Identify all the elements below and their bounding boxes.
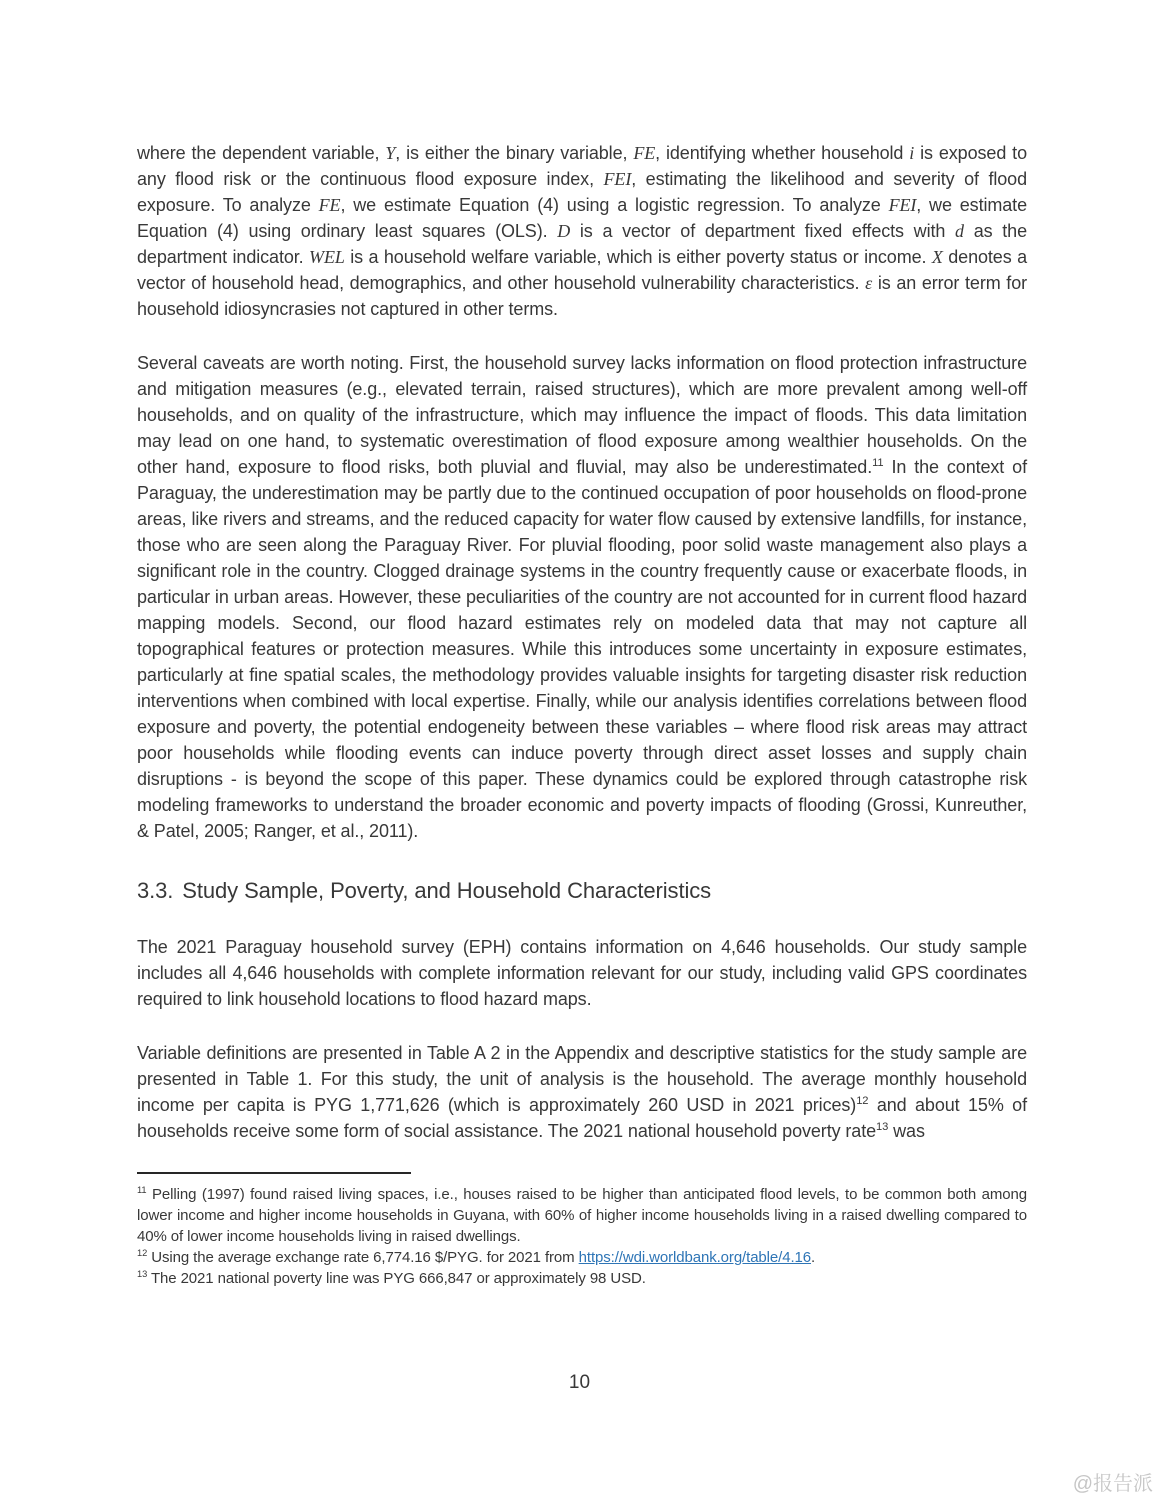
text-segment: . [811, 1249, 816, 1266]
paragraph-caveats [137, 350, 1027, 844]
footnote-divider [137, 1172, 411, 1174]
text-segment: Pelling (1997) found raised living spaces, i.e., houses raised to be higher than anticipated flood levels, to be common both among lower income and higher income households in Guyana, with 60% of higher income households living in a raised dwelling compared to 40% of lower income households living in raised dwellings. [137, 1186, 1027, 1245]
footnote-12 [137, 1247, 1027, 1268]
footnote-marker: 13 [876, 1121, 889, 1133]
text-segment: is a vector of department fixed effects with [570, 221, 956, 241]
paragraph-study-sample [137, 934, 1027, 1012]
text-segment: Several caveats are worth noting. First, the household survey lacks information on flood protection infrastructure and mitigation measures (e.g., elevated terrain, raised structures), which are more prevalent among well-off households, and on quality of the infrastructure, which may influence the impact of floods. This data limitation may lead on one hand, to systematic overestimation of flood exposure among wealthier households. On the other hand, exposure to flood risks, both pluvial and fluvial, may also be underestimated. [137, 353, 1027, 477]
paragraph-model-variables [137, 140, 1027, 322]
hyperlink[interactable]: https://wdi.worldbank.org/table/4.16 [578, 1249, 812, 1266]
page-number: 10 [568, 1372, 591, 1393]
text-segment: Using the average exchange rate 6,774.16 $/PYG. for 2021 from [147, 1249, 579, 1266]
math-variable: FE [633, 143, 656, 163]
text-segment: denotes a vector of household head, demographics, and other household vulnerability characteristics. [137, 247, 1027, 293]
math-variable: FEI [603, 169, 632, 189]
text-segment: , we estimate Equation (4) using ordinary least squares (OLS). [137, 195, 1027, 241]
footnote-marker: 12 [856, 1095, 869, 1107]
text-segment: Variable definitions are presented in Table A 2 in the Appendix and descriptive statistics for the study sample are presented in Table 1. For this study, the unit of analysis is the household. The average monthly household income per capita is PYG 1,771,626 (which is approximately 260 USD in 2021 prices) [137, 1043, 1027, 1115]
text-segment: , is either the binary variable, [395, 143, 634, 163]
math-variable: Y [385, 143, 396, 163]
math-variable: D [557, 221, 571, 241]
section-title: Study Sample, Poverty, and Household Characteristics [182, 878, 712, 903]
watermark: @报告派 [1072, 1473, 1153, 1495]
math-variable: FEI [888, 195, 917, 215]
text-segment: The 2021 Paraguay household survey (EPH) contains information on 4,646 households. Our study sample includes all 4,646 households with complete information relevant for our study, including valid GPS coordinates required to link household locations to flood hazard maps. [137, 937, 1027, 1009]
text-segment: , identifying whether household [655, 143, 910, 163]
text-segment: The 2021 national poverty line was PYG 666,847 or approximately 98 USD. [147, 1270, 646, 1287]
text-segment: is an error term for household idiosyncrasies not captured in other terms. [137, 273, 1027, 319]
footnote-marker: 11 [137, 1185, 147, 1195]
math-variable: ε [865, 273, 873, 293]
math-variable: d [955, 221, 964, 241]
text-segment: and about 15% of households receive some form of social assistance. The 2021 national household poverty rate [137, 1095, 1027, 1141]
text-segment: was [888, 1121, 925, 1141]
text-segment: , estimating the likelihood and severity of flood exposure. To analyze [137, 169, 1028, 215]
paragraph-variable-definitions [137, 1040, 1027, 1144]
text-segment: where the dependent variable, [137, 143, 386, 163]
text-segment: as the department indicator. [137, 221, 1027, 267]
math-variable: i [909, 143, 915, 163]
footnote-marker: 12 [137, 1248, 148, 1258]
footnote-13 [137, 1268, 1027, 1289]
section-heading [137, 878, 1027, 904]
footnote-marker: 13 [137, 1269, 148, 1279]
math-variable: X [931, 247, 943, 267]
text-segment: In the context of Paraguay, the underestimation may be partly due to the continued occupation of poor households on flood-prone areas, like rivers and streams, and the reduced capacity for water flow caused by extensive landfills, for instance, those who are seen along the Paraguay River. For pluvial flooding, poor solid waste management also plays a significant role in the country. Clogged drainage systems in the country frequently cause or exacerbate floods, in particular in urban areas. However, these peculiarities of the country are not accounted for in current flood hazard mapping models. Second, our flood hazard estimates rely on modeled data that may not capture all topographical features or protection measures. While this introduces some uncertainty in exposure estimates, particularly at fine spatial scales, the methodology provides valuable insights for targeting disaster risk reduction interventions when combined with local expertise. Finally, while our analysis identifies correlations between flood exposure and poverty, the potential endogeneity between these variables – where flood risk areas may attract poor households while flooding events can induce poverty through direct asset losses and supply chain disruptions - is beyond the scope of this paper. These dynamics could be explored through catastrophe risk modeling frameworks to understand the broader economic and poverty impacts of flooding (Grossi, Kunreuther, & Patel, 2005; Ranger, et al., 2011). [137, 457, 1027, 841]
footnotes-section [137, 1172, 1027, 1289]
footnote-11 [137, 1184, 1027, 1247]
math-variable: FE [318, 195, 341, 215]
text-segment: is a household welfare variable, which is either poverty status or income. [344, 247, 932, 267]
text-segment: , we estimate Equation (4) using a logistic regression. To analyze [340, 195, 889, 215]
section-number: 3.3. [137, 878, 174, 903]
text-segment: is exposed to any flood risk or the continuous flood exposure index, [137, 143, 1027, 189]
math-variable: WEL [309, 247, 345, 267]
footnote-marker: 11 [872, 457, 884, 469]
